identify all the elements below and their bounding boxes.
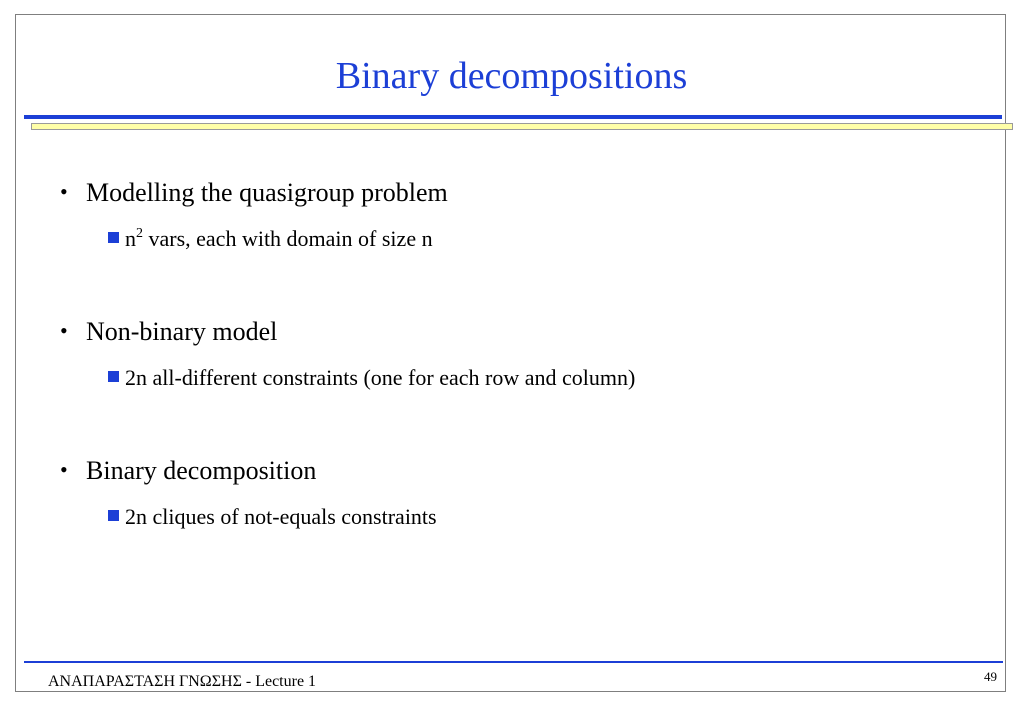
sub-bullet-cliques xyxy=(108,503,437,531)
title-divider-yellow xyxy=(31,123,1013,130)
bullet-modelling xyxy=(60,176,448,209)
bullet-text: Binary decomposition xyxy=(86,456,317,485)
sub-bullet-text: vars, each with domain of size n xyxy=(143,226,433,251)
square-bullet-icon xyxy=(108,510,119,521)
square-bullet-icon xyxy=(108,232,119,243)
bullet-non-binary xyxy=(60,315,277,348)
footer-course-title: ΑΝΑΠΑΡΑΣΤΑΣΗ ΓΝΩΣΗΣ - Lecture 1 xyxy=(48,673,317,690)
bullet-text: Non-binary model xyxy=(86,317,278,346)
slide-title: Binary decompositions xyxy=(335,55,688,97)
footer-divider xyxy=(24,661,1003,663)
sub-bullet-text: 2n all-different constraints (one for each row and column) xyxy=(125,365,636,390)
bullet-binary-decomposition xyxy=(60,454,316,487)
bullet-dot: • xyxy=(60,457,68,482)
bullet-text: Modelling the quasigroup problem xyxy=(86,178,448,207)
sub-bullet-text: 2n cliques of not-equals constraints xyxy=(125,504,437,529)
bullet-dot: • xyxy=(60,318,68,343)
sub-bullet-base: n xyxy=(125,226,136,251)
sub-bullet-superscript: 2 xyxy=(136,226,143,241)
bullet-dot: • xyxy=(60,179,68,204)
title-divider-blue xyxy=(24,115,1002,119)
sub-bullet-all-different xyxy=(108,364,635,392)
sub-bullet-vars xyxy=(108,225,433,253)
page-number: 49 xyxy=(984,669,997,684)
square-bullet-icon xyxy=(108,371,119,382)
